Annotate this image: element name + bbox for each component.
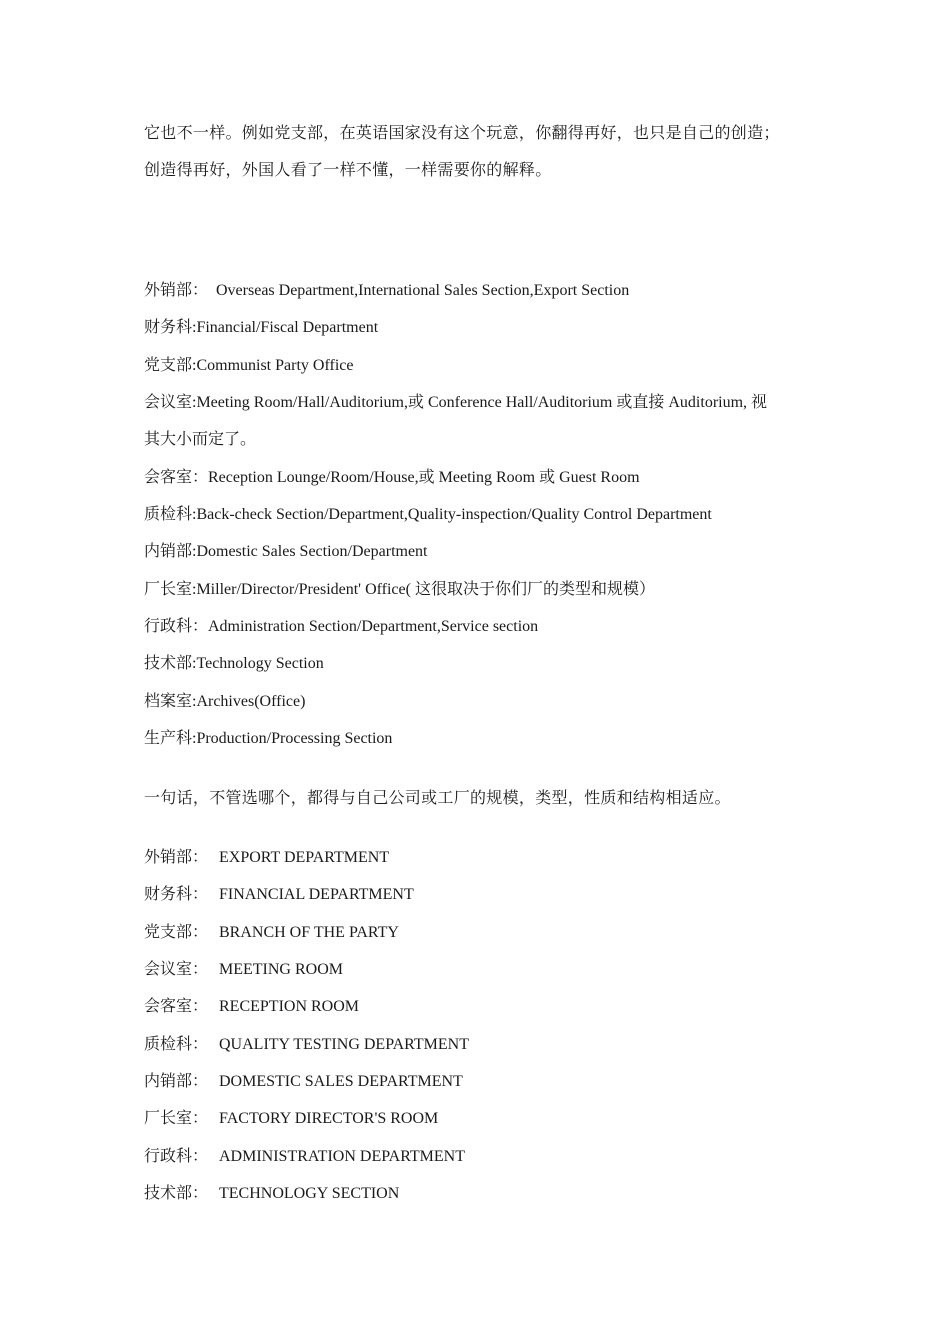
list-b-value: QUALITY TESTING DEPARTMENT (219, 1036, 469, 1053)
list-a-item: 外销部： Overseas Department,International Sales Section,Export Section (144, 282, 630, 299)
list-b-value: FINANCIAL DEPARTMENT (219, 886, 414, 903)
list-b-item (144, 1147, 465, 1167)
list-b-value: ADMINISTRATION DEPARTMENT (219, 1148, 466, 1165)
list-a-item: 厂长室:Miller/Director/President' Office( 这很取决于你们厂的类型和规模） (144, 581, 655, 598)
list-b-item (144, 848, 389, 868)
list-b-label: 行政科： (144, 1148, 209, 1165)
summary-paragraph: 一句话，不管选哪个，都得与自己公司或工厂的规模，类型，性质和结构相适应。 (144, 790, 731, 807)
list-a-item: 会客室：Reception Lounge/Room/House,或 Meeting Room 或 Guest Room (144, 469, 640, 486)
intro-line-2: 创造得再好，外国人看了一样不懂，一样需要你的解释。 (144, 162, 552, 179)
list-b-label: 内销部： (144, 1073, 209, 1090)
list-b-value: FACTORY DIRECTOR'S ROOM (219, 1110, 439, 1127)
list-a-item: 质检科:Back-check Section/Department,Quality-inspection/Quality Control Department (144, 506, 712, 523)
list-b-item (144, 997, 359, 1017)
list-a-item: 其大小而定了。 (144, 431, 257, 448)
list-b-value: MEETING ROOM (219, 961, 343, 978)
list-b-label: 技术部： (144, 1185, 209, 1202)
list-a-item: 财务科:Financial/Fiscal Department (144, 319, 379, 336)
list-b-value: TECHNOLOGY SECTION (219, 1185, 400, 1202)
list-b-item (144, 885, 414, 905)
list-a-item: 党支部:Communist Party Office (144, 357, 354, 374)
list-a-item: 档案室:Archives(Office) (144, 693, 306, 710)
list-b-item (144, 1109, 438, 1129)
list-b-value: BRANCH OF THE PARTY (219, 924, 399, 941)
list-a-item: 内销部:Domestic Sales Section/Department (144, 543, 428, 560)
list-b-label: 会议室： (144, 961, 209, 978)
list-b-label: 质检科： (144, 1036, 209, 1053)
list-b-label: 会客室： (144, 998, 209, 1015)
list-b-item (144, 960, 343, 980)
list-b-value: EXPORT DEPARTMENT (219, 849, 390, 866)
list-b-value: DOMESTIC SALES DEPARTMENT (219, 1073, 463, 1090)
list-a-item: 生产科:Production/Processing Section (144, 730, 393, 747)
list-b-label: 财务科： (144, 886, 209, 903)
list-b-label: 党支部： (144, 924, 209, 941)
intro-line-1: 它也不一样。例如党支部，在英语国家没有这个玩意，你翻得再好，也只是自己的创造； (144, 125, 780, 142)
list-b-item (144, 1035, 469, 1055)
list-b-item (144, 1184, 399, 1204)
list-a-item: 会议室:Meeting Room/Hall/Auditorium,或 Conference Hall/Auditorium 或直接 Auditorium, 视 (144, 394, 768, 411)
list-b-value: RECEPTION ROOM (219, 998, 360, 1015)
list-a-item: 技术部:Technology Section (144, 655, 324, 672)
list-b-item (144, 1072, 463, 1092)
list-b-label: 外销部： (144, 849, 209, 866)
list-a-item: 行政科：Administration Section/Department,Service section (144, 618, 539, 635)
list-b-item (144, 923, 399, 943)
list-b-label: 厂长室： (144, 1110, 209, 1127)
